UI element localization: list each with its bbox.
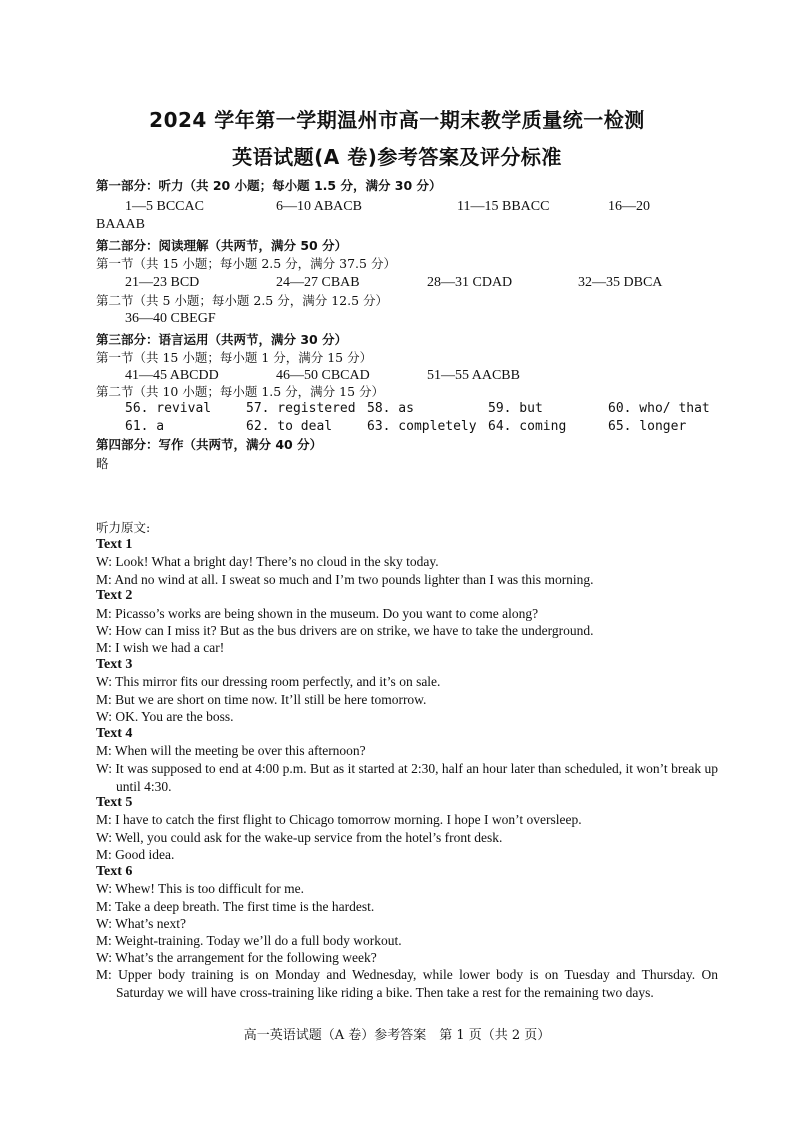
part3-heading: 第三部分：语言运用（共两节，满分 30 分） — [96, 332, 348, 347]
text-title: Text 3 — [96, 657, 133, 672]
dialogue-line: M: I wish we had a car! — [96, 640, 225, 655]
part2-section1: 第一节（共 15 小题；每小题 2.5 分，满分 37.5 分） — [96, 256, 396, 271]
dialogue-line: M: When will the meeting be over this afternoon? — [96, 743, 366, 758]
part1-heading: 第一部分：听力（共 20 小题；每小题 1.5 分，满分 30 分） — [96, 178, 442, 193]
part2-answer: 32—35 DBCA — [578, 275, 663, 290]
part2-answer: 24—27 CBAB — [276, 275, 360, 290]
dialogue-line: M: Upper body training is on Monday and Wednesday, while lower body is on Tuesday and Thursday. On Saturday we will have cross-training like riding a bike. Then take a rest for the remaining two days. — [96, 967, 718, 1000]
dialogue-line: W: What’s the arrangement for the following week? — [96, 950, 377, 965]
text-title: Text 2 — [96, 588, 133, 603]
fill-answer: 56. revival — [125, 401, 212, 416]
part3-section2: 第二节（共 10 小题；每小题 1.5 分，满分 15 分） — [96, 384, 385, 399]
dialogue-line: M: Good idea. — [96, 847, 175, 862]
part1-answer: 11—15 BBACC — [457, 199, 550, 214]
text-title: Text 4 — [96, 726, 133, 741]
part2-answer: 21—23 BCD — [125, 275, 200, 290]
part2-answer: 36—40 CBEGF — [125, 311, 216, 326]
part4-content: 略 — [96, 456, 109, 471]
text-title: Text 1 — [96, 537, 133, 552]
dialogue-line: M: Weight-training. Today we’ll do a full body workout. — [96, 933, 402, 948]
part2-answer: 28—31 CDAD — [427, 275, 513, 290]
page-footer: 高一英语试题（A 卷）参考答案 第 1 页（共 2 页） — [243, 1028, 551, 1043]
part2-section2: 第二节（共 5 小题；每小题 2.5 分，满分 12.5 分） — [96, 293, 389, 308]
text-title: Text 5 — [96, 795, 133, 810]
part3-answer: 46—50 CBCAD — [276, 368, 370, 383]
transcript-label: 听力原文: — [96, 520, 151, 535]
dialogue-line: W: What’s next? — [96, 916, 186, 931]
text-title: Text 6 — [96, 864, 133, 879]
dialogue-line: W: It was supposed to end at 4:00 p.m. But as it started at 2:30, half an hour later than scheduled, it won’t break up until 4:30. — [96, 761, 718, 794]
part1-answer: 6—10 ABACB — [276, 199, 362, 214]
dialogue-line: M: Picasso’s works are being shown in the museum. Do you want to come along? — [96, 606, 539, 621]
dialogue-line: W: OK. You are the boss. — [96, 709, 234, 724]
part2-heading: 第二部分：阅读理解（共两节，满分 50 分） — [96, 238, 348, 253]
fill-answer: 65. longer — [608, 419, 687, 434]
dialogue-line: M: Take a deep breath. The first time is the hardest. — [96, 899, 375, 914]
part4-heading: 第四部分：写作（共两节，满分 40 分） — [96, 437, 323, 452]
dialogue-line: M: I have to catch the first flight to Chicago tomorrow morning. I hope I won’t oversleep. — [96, 812, 582, 827]
part3-section1: 第一节（共 15 小题；每小题 1 分，满分 15 分） — [96, 350, 373, 365]
part3-answer: 41—45 ABCDD — [125, 368, 219, 383]
fill-answer: 57. registered — [246, 401, 356, 416]
fill-answer: 59. but — [488, 401, 543, 416]
part1-answer: 16—20 — [608, 199, 650, 214]
dialogue-line: M: But we are short on time now. It’ll still be here tomorrow. — [96, 692, 427, 707]
document-subtitle: 英语试题(A 卷)参考答案及评分标准 — [232, 145, 562, 169]
dialogue-line: W: Well, you could ask for the wake-up service from the hotel’s front desk. — [96, 830, 503, 845]
fill-answer: 63. completely — [367, 419, 477, 434]
dialogue-line: W: How can I miss it? But as the bus drivers are on strike, we have to take the underground. — [96, 623, 594, 638]
part3-answer: 51—55 AACBB — [427, 368, 520, 383]
part1-answer: 1—5 BCCAC — [125, 199, 204, 214]
fill-answer: 60. who/ that — [608, 401, 710, 416]
dialogue-line: M: And no wind at all. I sweat so much and I’m two pounds lighter than I was this morning. — [96, 572, 594, 587]
fill-answer: 58. as — [367, 401, 414, 416]
dialogue-line: W: Whew! This is too difficult for me. — [96, 881, 304, 896]
dialogue-line: W: Look! What a bright day! There’s no cloud in the sky today. — [96, 554, 439, 569]
document-title: 2024 学年第一学期温州市高一期末教学质量统一检测 — [149, 108, 645, 132]
fill-answer: 64. coming — [488, 419, 567, 434]
fill-answer: 61. a — [125, 419, 165, 434]
fill-answer: 62. to deal — [246, 419, 333, 434]
dialogue-line: W: This mirror fits our dressing room perfectly, and it’s on sale. — [96, 674, 441, 689]
part1-answer-wrap: BAAAB — [96, 217, 146, 232]
